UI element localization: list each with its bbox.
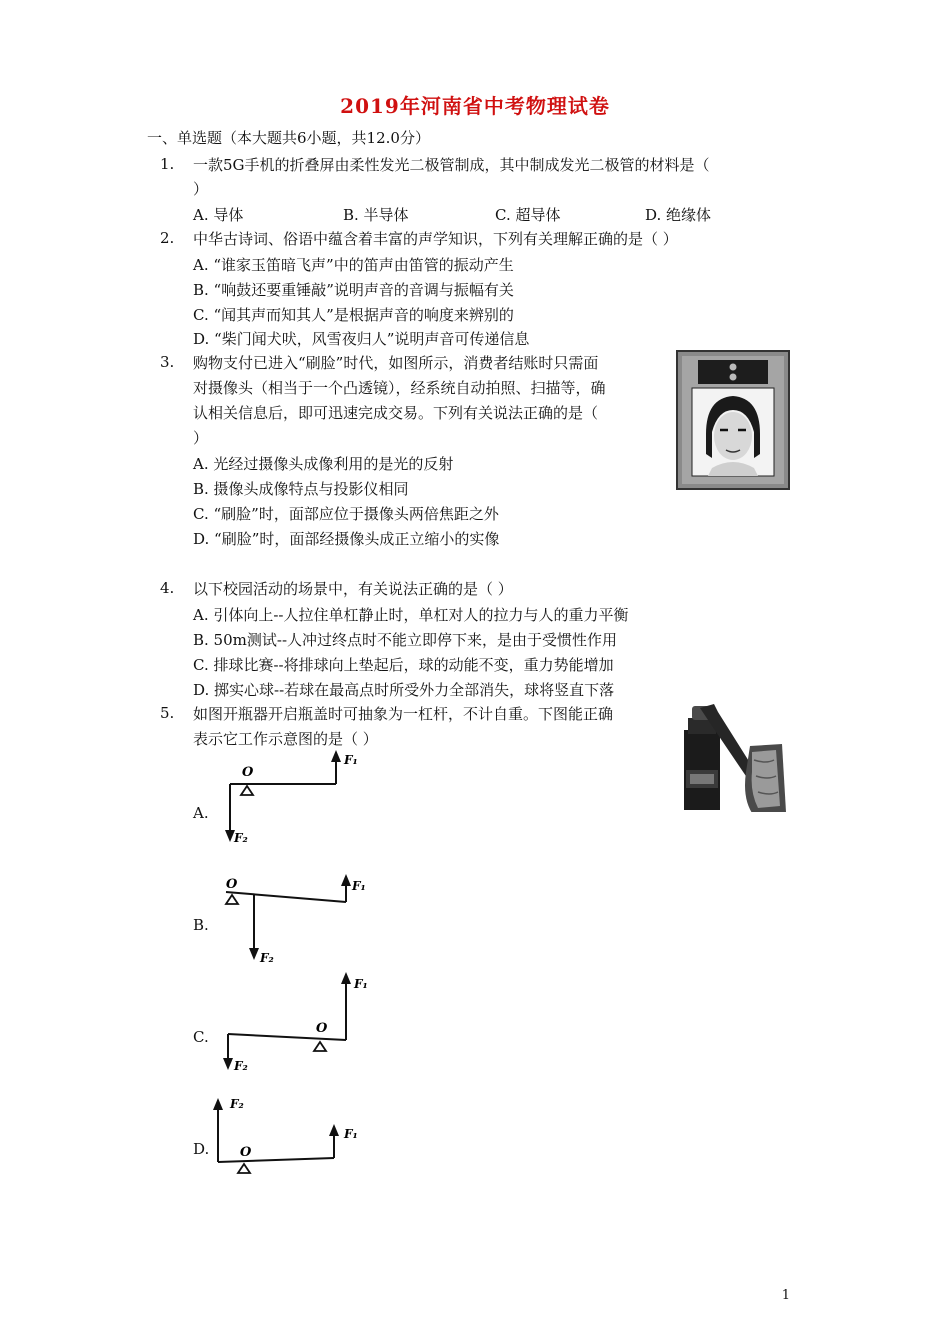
option-b: B. 半导体 — [343, 206, 409, 224]
force-label-f2: F₂ — [234, 1059, 248, 1073]
question-text: 表示它工作示意图的是（ ） — [193, 730, 378, 748]
pivot-label: O — [316, 1021, 328, 1036]
page-number: 1 — [781, 1288, 790, 1303]
bottle-opener-photo — [670, 700, 790, 818]
question-text: 中华古诗词、俗语中蕴含着丰富的声学知识，下列有关理解正确的是（ ） — [193, 230, 678, 248]
option-c: C. “刷脸”时，面部应位于摄像头两倍焦距之外 — [193, 505, 499, 523]
question-number: 5. — [160, 704, 175, 722]
page-title: 2019年河南省中考物理试卷 — [340, 94, 610, 118]
option-b: B. — [193, 916, 209, 934]
option-a: A. 引体向上--人拉住单杠静止时，单杠对人的拉力与人的重力平衡 — [193, 606, 629, 624]
option-d: D. 掷实心球--若球在最高点时所受外力全部消失，球将竖直下落 — [193, 681, 615, 699]
pivot-label: O — [226, 877, 238, 892]
option-a: A. 光经过摄像头成像利用的是光的反射 — [193, 455, 454, 473]
force-label-f1: F₁ — [352, 879, 366, 893]
option-a: A. 导体 — [193, 206, 244, 224]
lever-diagram-c — [220, 972, 370, 1082]
question-number: 4. — [160, 579, 175, 597]
option-b: B. 50m测试--人冲过终点时不能立即停下来，是由于受惯性作用 — [193, 631, 618, 649]
question-text: ） — [193, 429, 209, 447]
force-label-f1: F₁ — [354, 977, 368, 991]
option-b: B. “响鼓还要重锤敲”说明声音的音调与振幅有关 — [193, 281, 514, 299]
force-label-f2: F₂ — [230, 1097, 244, 1111]
face-scanner-photo — [676, 350, 790, 490]
lever-diagram-d — [210, 1094, 370, 1190]
option-a: A. — [193, 804, 209, 822]
option-d: D. 绝缘体 — [645, 206, 712, 224]
section-heading: 一、单选题（本大题共6小题，共12.0分） — [147, 129, 430, 147]
question-text: 如图开瓶器开启瓶盖时可抽象为一杠杆，不计自重。下图能正确 — [193, 705, 614, 723]
option-c: C. 超导体 — [495, 206, 561, 224]
lever-diagram-b — [220, 870, 370, 970]
option-c: C. 排球比赛--将排球向上垫起后，球的动能不变，重力势能增加 — [193, 656, 614, 674]
option-c: C. — [193, 1028, 209, 1046]
question-number: 2. — [160, 229, 175, 247]
question-text: 对摄像头（相当于一个凸透镜），经系统自动拍照、扫描等，确 — [193, 379, 606, 397]
option-a: A. “谁家玉笛暗飞声”中的笛声由笛管的振动产生 — [193, 256, 514, 274]
lever-diagram-a — [220, 750, 370, 850]
question-text: 购物支付已进入“刷脸”时代，如图所示，消费者结账时只需面 — [193, 354, 599, 372]
force-label-f1: F₁ — [344, 1127, 358, 1141]
force-label-f2: F₂ — [234, 831, 248, 845]
question-text: 以下校园活动的场景中，有关说法正确的是（ ） — [193, 580, 513, 598]
force-label-f1: F₁ — [344, 753, 358, 767]
option-c: C. “闻其声而知其人”是根据声音的响度来辨别的 — [193, 306, 514, 324]
question-text: ） — [193, 180, 209, 198]
question-text: 认相关信息后，即可迅速完成交易。下列有关说法正确的是（ — [193, 404, 599, 422]
pivot-label: O — [240, 1145, 252, 1160]
force-label-f2: F₂ — [260, 951, 274, 965]
option-d: D. — [193, 1140, 210, 1158]
option-b: B. 摄像头成像特点与投影仪相同 — [193, 480, 409, 498]
question-number: 1. — [160, 155, 175, 173]
question-number: 3. — [160, 353, 175, 371]
question-text: 一款5G手机的折叠屏由柔性发光二极管制成，其中制成发光二极管的材料是（ — [193, 156, 710, 174]
option-d: D. “刷脸”时，面部经摄像头成正立缩小的实像 — [193, 530, 500, 548]
option-d: D. “柴门闻犬吠，风雪夜归人”说明声音可传递信息 — [193, 330, 530, 348]
pivot-label: O — [242, 765, 254, 780]
